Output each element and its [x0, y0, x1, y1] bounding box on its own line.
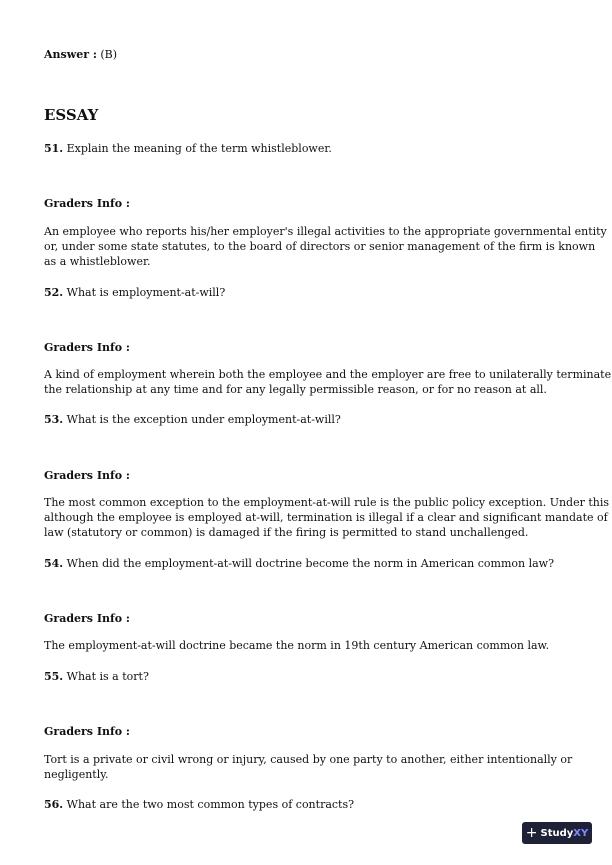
question-text: What is a tort?	[66, 670, 149, 683]
question-text: Explain the meaning of the term whistleblower.	[66, 142, 332, 155]
section-title: ESSAY	[44, 106, 99, 124]
question-54	[44, 556, 554, 571]
logo-text-a: Study	[540, 827, 574, 839]
graders-info-label: Graders Info :	[44, 725, 130, 738]
question-51	[44, 141, 332, 156]
question-text: What is employment-at-will?	[66, 286, 226, 299]
question-number: 53.	[44, 413, 64, 426]
graders-info-label: Graders Info :	[44, 469, 130, 482]
question-number: 51.	[44, 142, 64, 155]
question-53	[44, 412, 341, 427]
question-number: 52.	[44, 286, 64, 299]
answer-text-line: The most common exception to the employment-at-will rule is the public policy exception. Under this	[44, 496, 610, 509]
question-text: What is the exception under employment-at-will?	[66, 413, 341, 426]
question-text: What are the two most common types of contracts?	[66, 798, 355, 811]
question-number: 56.	[44, 798, 64, 811]
answer-text-line: or, under some state statutes, to the board of directors or senior management of the firm is known	[44, 240, 596, 253]
answer-text-line: The employment-at-will doctrine became the norm in 19th century American common law.	[44, 639, 550, 652]
answer-text-line: negligently.	[44, 768, 109, 781]
logo-text-b: XY	[573, 827, 589, 839]
question-55	[44, 669, 149, 684]
question-52	[44, 285, 225, 300]
answer-text-line: An employee who reports his/her employer's illegal activities to the appropriate governmental entity	[44, 225, 607, 238]
question-number: 54.	[44, 557, 64, 570]
answer-text-line: Tort is a private or civil wrong or injury, caused by one party to another, either intentionally or	[44, 753, 573, 766]
question-number: 55.	[44, 670, 64, 683]
question-56	[44, 797, 354, 812]
graders-info-label: Graders Info :	[44, 341, 130, 354]
studyxy-logo[interactable]	[522, 822, 592, 844]
answer-text-line: as a whistleblower.	[44, 255, 151, 268]
answer-label: Answer :	[44, 48, 97, 61]
answer-text-line: although the employee is employed at-will, termination is illegal if a clear and significant mandate of	[44, 511, 608, 524]
question-text: When did the employment-at-will doctrine become the norm in American common law?	[66, 557, 554, 570]
answer-text-line: the relationship at any time and for any legally permissible reason, or for no reason at all.	[44, 383, 547, 396]
answer-value: (B)	[100, 48, 118, 61]
answer-text-line: law (statutory or common) is damaged if the firing is permitted to stand unchallenged.	[44, 526, 529, 539]
answer-line	[44, 47, 117, 62]
plus-icon: +	[525, 825, 538, 841]
graders-info-label: Graders Info :	[44, 612, 130, 625]
graders-info-label: Graders Info :	[44, 197, 130, 210]
answer-text-line: A kind of employment wherein both the employee and the employer are free to unilaterally terminate	[44, 368, 612, 381]
